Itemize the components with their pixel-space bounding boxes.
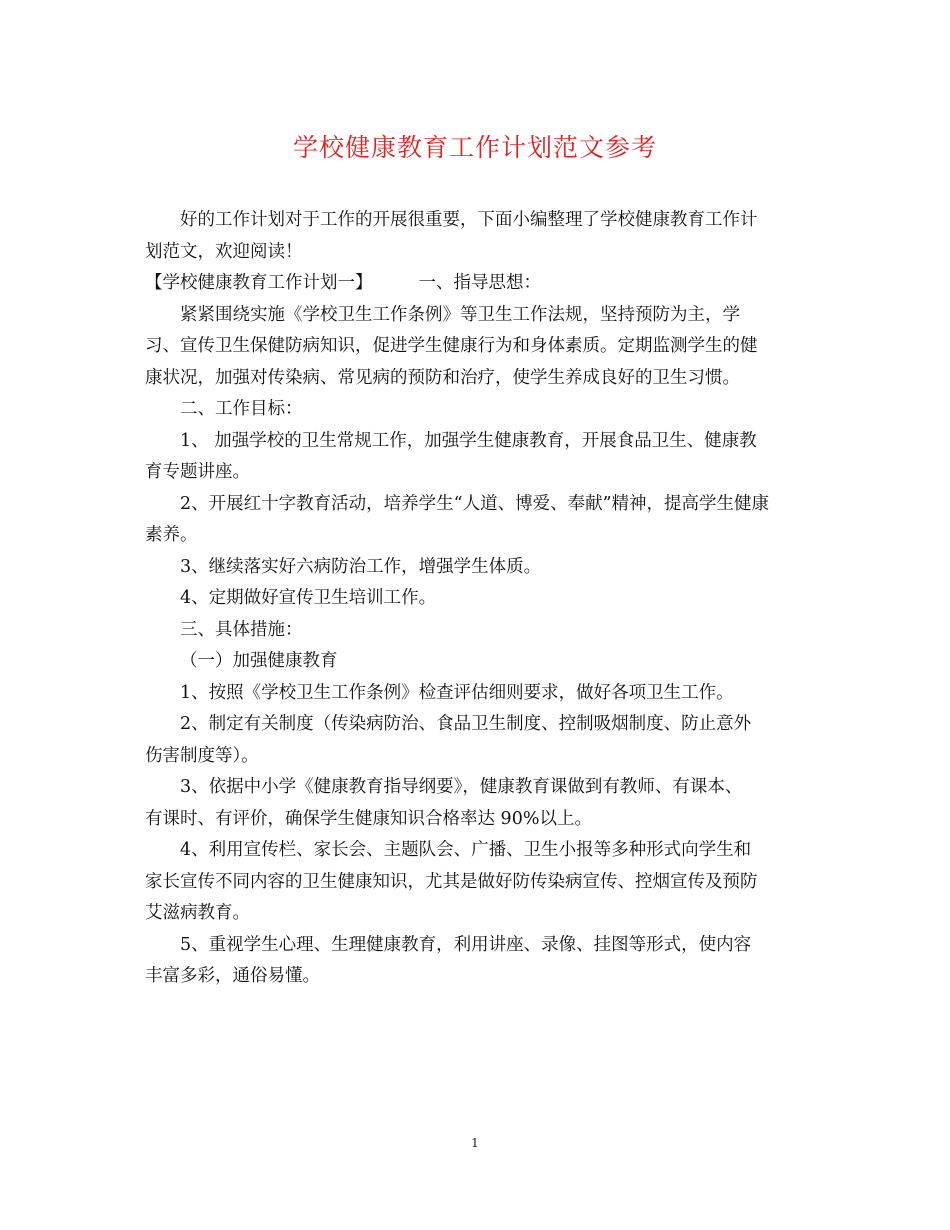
measure-item-continued: 家长宣传不同内容的卫生健康知识，尤其是做好防传染病宣传、控烟宣传及预防 xyxy=(145,871,758,892)
goal-item xyxy=(145,426,805,458)
document-title: 学校健康教育工作计划范文参考 xyxy=(292,133,657,162)
paragraph-line: 紧紧围绕实施《学校卫生工作条例》等卫生工作法规，坚持预防为主，学 xyxy=(180,304,740,325)
document-body xyxy=(145,205,805,993)
intro-line: 划范文，欢迎阅读！ xyxy=(145,241,303,262)
intro-line: 好的工作计划对于工作的开展很重要，下面小编整理了学校健康教育工作计 xyxy=(180,210,758,230)
intro-paragraph-continued xyxy=(145,237,805,269)
measure-item-continued: 艾滋病教育。 xyxy=(145,903,250,923)
measure-item: 3、依据中小学《健康教育指导纲要》，健康教育课做到有教师、有课本、 xyxy=(180,777,743,797)
goal-item-continued: 素养。 xyxy=(145,525,198,545)
guiding-paragraph xyxy=(145,300,805,332)
goal-item: 4、定期做好宣传卫生培训工作。 xyxy=(180,588,437,608)
measure-item-continued: 丰富多彩，通俗易懂。 xyxy=(145,966,320,986)
measure-item-continued: 伤害制度等）。 xyxy=(145,745,259,766)
measure-item: 1、按照《学校卫生工作条例》检查评估细则要求，做好各项卫生工作。 xyxy=(180,682,734,703)
goal-line: 2、开展红十字教育活动，培养学生“人道、博爱、奉献”精神，提高学生健康 xyxy=(180,493,770,514)
section-label: 【学校健康教育工作计划一】 xyxy=(145,273,373,293)
goal-item-continued: 育专题讲座。 xyxy=(145,462,250,482)
measure-item: 5、重视学生心理、生理健康教育，利用讲座、录像、挂图等形式，使内容 xyxy=(180,934,752,955)
intro-paragraph xyxy=(145,205,805,237)
section-heading: 一、指导思想： xyxy=(418,273,541,293)
guiding-paragraph-continued xyxy=(145,331,805,394)
measure-item: 4、利用宣传栏、家长会、主题队会、广播、卫生小报等多种形式向学生和 xyxy=(180,840,752,860)
paragraph-line: 习、宣传卫生保健防病知识，促进学生健康行为和身体素质。定期监测学生的健 xyxy=(145,336,758,356)
goal-item xyxy=(145,489,805,521)
heading-measures: 三、具体措施： xyxy=(180,619,303,640)
heading-goals: 二、工作目标： xyxy=(180,399,303,419)
section-heading-row xyxy=(145,268,805,300)
goal-line: 1、 加强学校的卫生常规工作，加强学生健康教育，开展食品卫生、健康教 xyxy=(180,430,757,451)
page-number: 1 xyxy=(471,1136,479,1150)
paragraph-line: 康状况，加强对传染病、常见病的预防和治疗，使学生养成良好的卫生习惯。 xyxy=(145,367,740,388)
sub-heading: （一）加强健康教育 xyxy=(180,651,338,671)
measure-item-continued: 有课时、有评价，确保学生健康知识合格率达 90%以上。 xyxy=(145,808,592,829)
measure-item: 2、制定有关制度（传染病防治、食品卫生制度、控制吸烟制度、防止意外 xyxy=(180,714,752,734)
goal-item: 3、继续落实好六病防治工作，增强学生体质。 xyxy=(180,556,542,577)
